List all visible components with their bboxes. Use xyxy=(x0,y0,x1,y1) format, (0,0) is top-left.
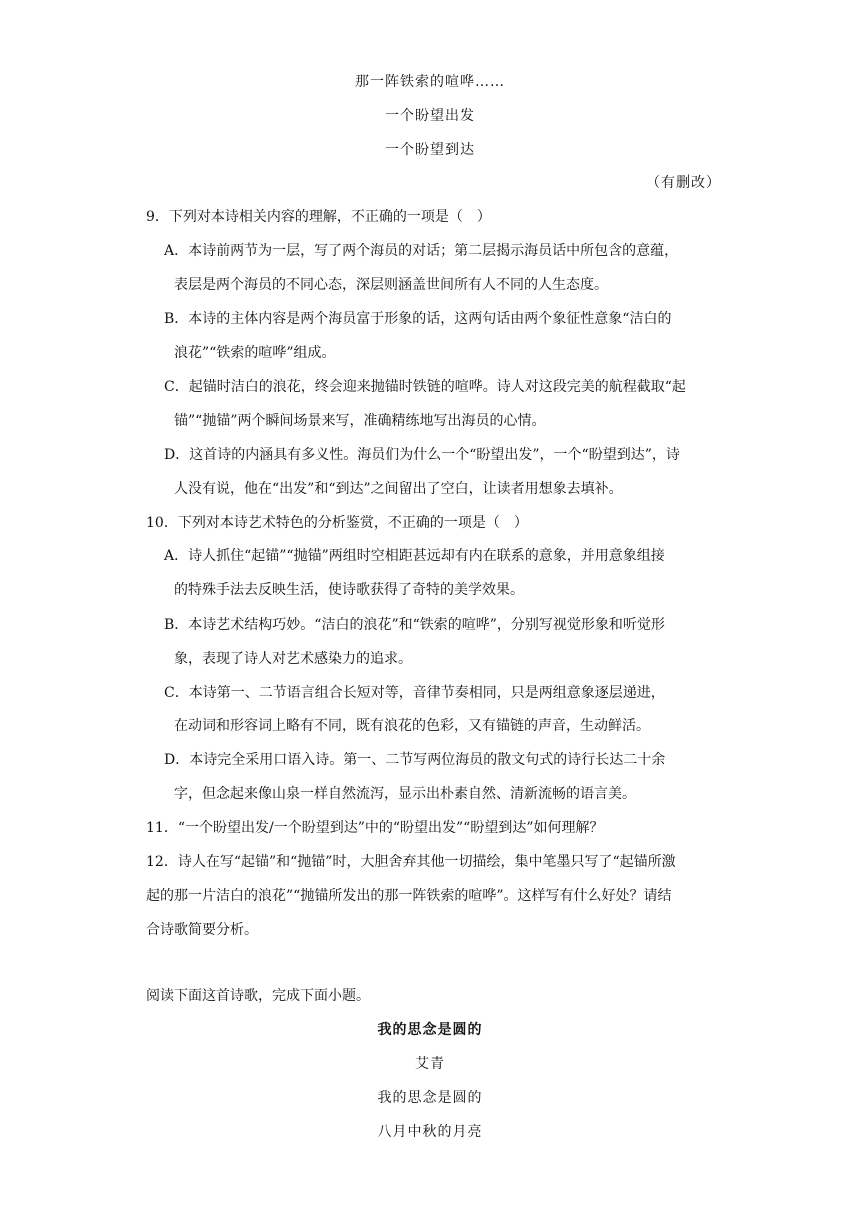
q10-option-c-cont: 在动词和形容词上略有不同，既有浪花的色彩，又有锚链的声音，生动鲜活。 xyxy=(174,718,650,734)
poem-line: 一个盼望到达 xyxy=(385,142,475,158)
q9-option-d-cont: 人没有说，他在“出发”和“到达”之间留出了空白，让读者用想象去填补。 xyxy=(174,481,623,497)
question-12-cont: 合诗歌简要分析。 xyxy=(146,922,258,938)
poem-title: 我的思念是圆的 xyxy=(377,1022,483,1038)
q10-option-a: A．诗人抓住“起锚”“抛锚”两组时空相距甚远却有内在联系的意象，并用意象组接 xyxy=(164,548,665,564)
q10-option-b: B．本诗艺术结构巧妙。“洁白的浪花”和“铁索的喧哗”，分别写视觉形象和听觉形 xyxy=(164,617,665,633)
reading-instruction: 阅读下面这首诗歌，完成下面小题。 xyxy=(146,988,370,1004)
q9-option-b-cont: 浪花”“铁索的喧哗”组成。 xyxy=(174,345,336,361)
q10-option-a-cont: 的特殊手法去反映生活，使诗歌获得了奇特的美学效果。 xyxy=(174,582,524,598)
revision-note: （有删改） xyxy=(646,175,721,191)
poem-line: 那一阵铁索的喧哗…… xyxy=(355,74,505,90)
poem-line: 一个盼望出发 xyxy=(385,108,475,124)
q10-option-d: D．本诗完全采用口语入诗。第一、二节写两位海员的散文句式的诗行长达二十余 xyxy=(164,752,666,768)
question-11: 11．“一个盼望出发/一个盼望到达”中的“盼望出发”“盼望到达”如何理解？ xyxy=(146,820,604,836)
q9-option-c: C．起锚时洁白的浪花，终会迎来抛锚时铁链的喧哗。诗人对这段完美的航程截取“起 xyxy=(164,379,686,395)
q9-option-b: B．本诗的主体内容是两个海员富于形象的话，这两句话由两个象征性意象“洁白的 xyxy=(164,311,672,327)
q9-option-a: A．本诗前两节为一层，写了两个海员的对话；第二层揭示海员话中所包含的意蕴， xyxy=(164,243,679,259)
question-12-cont: 起的那一片洁白的浪花”“抛锚所发出的那一阵铁索的喧哗”。这样写有什么好处？请结 xyxy=(146,888,672,904)
poem-line: 我的思念是圆的 xyxy=(377,1090,483,1106)
q9-option-c-cont: 锚”“抛锚”两个瞬间场景来写，准确精练地写出海员的心情。 xyxy=(174,413,546,429)
poem-author: 艾青 xyxy=(415,1056,445,1072)
q10-option-b-cont: 象，表现了诗人对艺术感染力的追求。 xyxy=(174,651,412,667)
q10-option-d-cont: 字，但念起来像山泉一样自然流泻，显示出朴素自然、清新流畅的语言美。 xyxy=(174,786,636,802)
question-12: 12．诗人在写“起锚”和“抛锚”时，大胆舍弃其他一切描绘，集中笔墨只写了“起锚所激 xyxy=(146,854,676,870)
poem-line: 八月中秋的月亮 xyxy=(377,1124,483,1140)
q9-option-a-cont: 表层是两个海员的不同心态，深层则涵盖世间所有人不同的人生态度。 xyxy=(174,277,608,293)
question-10-stem: 10．下列对本诗艺术特色的分析鉴赏，不正确的一项是（ ） xyxy=(146,515,528,531)
question-9-stem: 9．下列对本诗相关内容的理解，不正确的一项是（ ） xyxy=(146,209,491,225)
q10-option-c: C．本诗第一、二节语言组合长短对等，音律节奏相同，只是两组意象逐层递进， xyxy=(164,685,665,701)
q9-option-d: D．这首诗的内涵具有多义性。海员们为什么一个“盼望出发”，一个“盼望到达”，诗 xyxy=(164,447,680,463)
